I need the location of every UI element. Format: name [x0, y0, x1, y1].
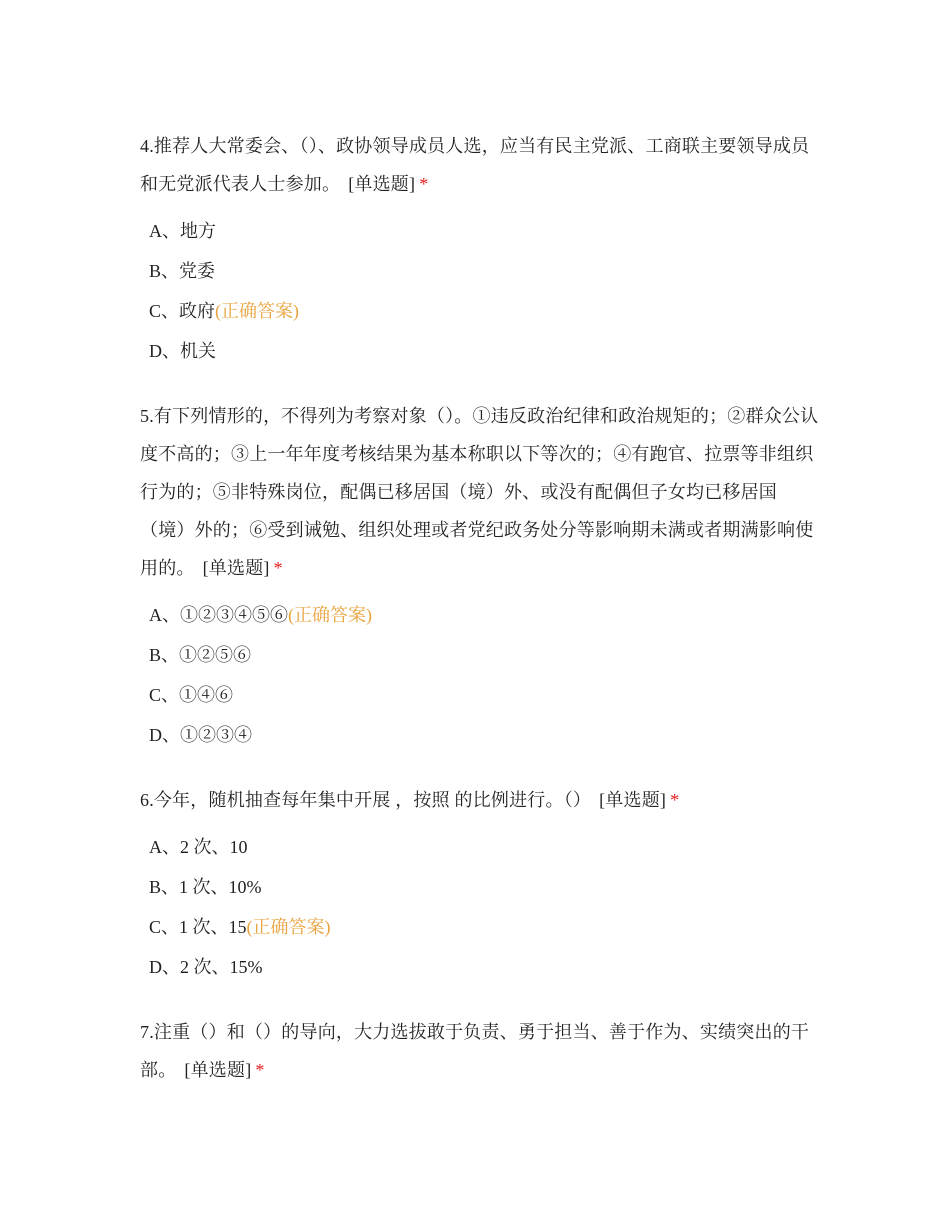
option-label: D、机关: [149, 341, 216, 361]
option-list: [140, 827, 820, 987]
option-label: B、党委: [149, 261, 216, 281]
required-mark: *: [273, 558, 283, 578]
correct-answer-tag: (正确答案): [215, 301, 300, 321]
question-body: 今年，随机抽查每年集中开展 ，按照 的比例进行。（）: [153, 790, 592, 810]
question-text: [140, 127, 820, 203]
correct-answer-tag: (正确答案): [288, 605, 372, 625]
correct-answer-tag: (正确答案): [246, 917, 331, 937]
question-text: [140, 1013, 820, 1089]
question-5: [140, 397, 820, 755]
question-7: [140, 1013, 820, 1089]
option-c[interactable]: [149, 675, 820, 715]
option-c[interactable]: [149, 291, 820, 331]
survey-page: [140, 127, 820, 1115]
option-label: C、1 次、15: [149, 917, 247, 937]
option-b[interactable]: [149, 867, 820, 907]
question-6: [140, 781, 820, 987]
option-b[interactable]: [149, 635, 820, 675]
required-mark: *: [419, 174, 429, 194]
question-body: 注重（）和（）的导向，大力选拔敢于负责、勇于担当、善于作为、实绩突出的干部。: [140, 1022, 810, 1080]
question-type: [单选题]: [348, 174, 416, 194]
required-mark: *: [255, 1060, 265, 1080]
question-number: 6.: [140, 790, 154, 810]
option-d[interactable]: [149, 331, 820, 371]
question-type: [单选题]: [202, 558, 270, 578]
option-label: D、2 次、15%: [149, 957, 263, 977]
question-number: 5.: [140, 406, 154, 426]
option-list: [140, 211, 820, 371]
option-label: C、①④⑥: [149, 685, 234, 705]
option-c[interactable]: [149, 907, 820, 947]
option-label: A、①②③④⑤⑥: [149, 605, 288, 625]
question-body: 有下列情形的，不得列为考察对象（）。①违反政治纪律和政治规矩的；②群众公认度不高的；③上一年年度考核结果为基本称职以下等次的；④有跑官、拉票等非组织行为的；⑤非特殊岗位，配偶已移居国（境）外、或没有配偶但子女均已移居国（境）外的；⑥受到诫勉、组织处理或者党纪政务处分等影响期未满或者期满影响使用的。: [140, 406, 819, 578]
question-text: [140, 397, 820, 587]
option-label: A、地方: [149, 221, 216, 241]
question-type: [单选题]: [599, 790, 667, 810]
question-body: 推荐人大常委会、（）、政协领导成员人选，应当有民主党派、工商联主要领导成员和无党派代表人士参加。: [140, 136, 810, 194]
question-type: [单选题]: [184, 1060, 252, 1080]
option-label: B、①②⑤⑥: [149, 645, 252, 665]
required-mark: *: [670, 790, 680, 810]
option-a[interactable]: [149, 211, 820, 251]
option-label: B、1 次、10%: [149, 877, 262, 897]
option-label: D、①②③④: [149, 725, 252, 745]
option-a[interactable]: [149, 595, 820, 635]
option-list: [140, 595, 820, 755]
option-d[interactable]: [149, 947, 820, 987]
option-label: C、政府: [149, 301, 216, 321]
option-d[interactable]: [149, 715, 820, 755]
option-label: A、2 次、10: [149, 837, 248, 857]
question-number: 7.: [140, 1022, 154, 1042]
option-b[interactable]: [149, 251, 820, 291]
question-4: [140, 127, 820, 371]
question-text: [140, 781, 820, 819]
question-number: 4.: [140, 136, 154, 156]
option-a[interactable]: [149, 827, 820, 867]
